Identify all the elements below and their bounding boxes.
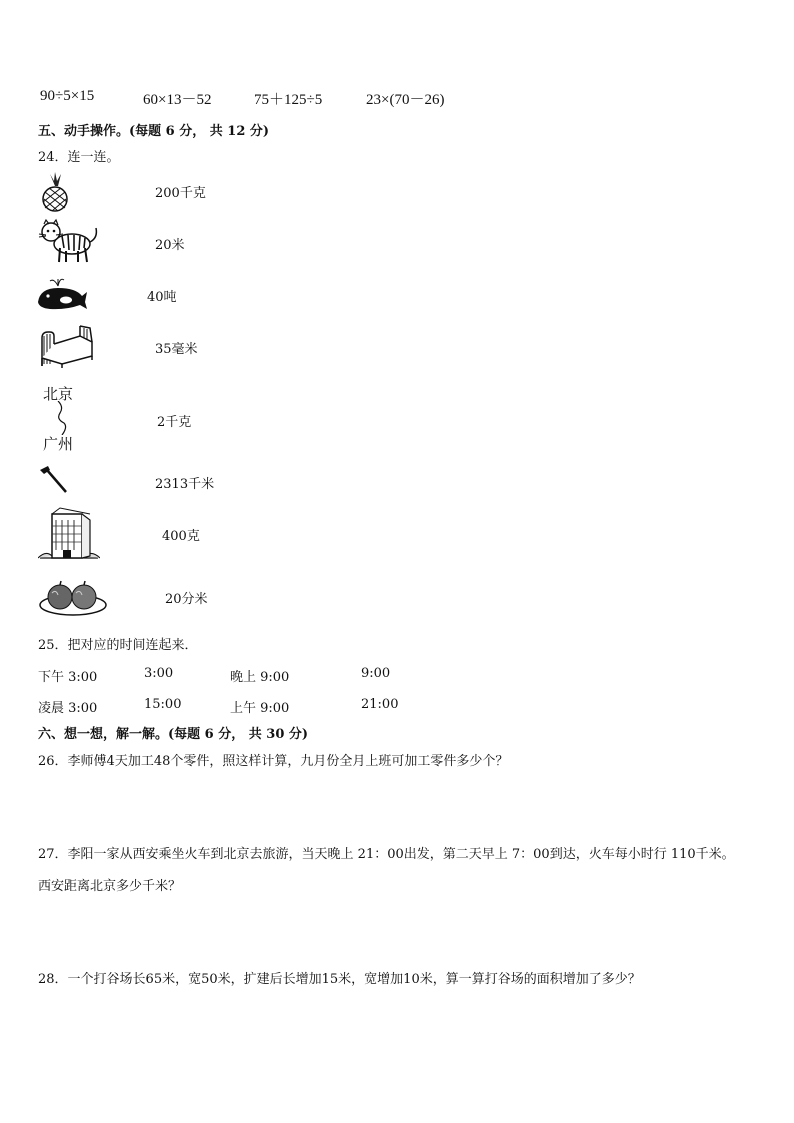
question-27-line-1: 27．李阳一家从西安乘坐火车到北京去旅游，当天晚上 21：00出发，第二天早上 7：00到达，火车每小时行 110千米。	[38, 847, 735, 862]
time-cell: 下午 3:00	[38, 670, 98, 685]
expression-1: 90÷5×15	[40, 88, 95, 104]
tiger-icon	[38, 218, 100, 268]
map-label-guangzhou: 广州	[43, 435, 74, 453]
measure-label: 40吨	[147, 290, 177, 305]
pineapple-icon	[38, 172, 72, 216]
section-6-title: 六、想一想，解一解。(每题 6 分， 共 30 分)	[38, 727, 309, 742]
expression-2: 60×13－52	[143, 92, 212, 108]
apples-plate-icon	[38, 577, 108, 621]
measure-label: 35毫米	[155, 342, 198, 357]
whale-icon	[36, 276, 88, 316]
question-24: 24．连一连。	[38, 150, 120, 165]
question-27-line-2: 西安距离北京多少千米？	[38, 879, 182, 894]
building-icon	[38, 506, 100, 564]
measure-label: 200千克	[155, 186, 206, 201]
nail-icon	[38, 464, 68, 498]
expression-3: 75＋125÷5	[254, 92, 323, 108]
time-cell: 凌晨 3:00	[38, 701, 98, 716]
measure-label: 20分米	[165, 592, 208, 607]
time-cell: 3:00	[144, 666, 174, 681]
time-cell: 15:00	[144, 697, 182, 712]
time-cell: 21:00	[361, 697, 399, 712]
measure-label: 400克	[162, 529, 200, 544]
question-28: 28．一个打谷场长65米，宽50米，扩建后长增加15米，宽增加10米，算一算打谷场的面积增加了多少？	[38, 972, 641, 987]
time-cell: 9:00	[361, 666, 391, 681]
beijing-guangzhou-map-icon	[40, 383, 86, 455]
measure-label: 2千克	[157, 415, 192, 430]
bed-icon	[38, 322, 94, 372]
section-5-title: 五、动手操作。(每题 6 分， 共 12 分)	[38, 124, 270, 139]
time-cell: 上午 9:00	[230, 701, 290, 716]
map-label-beijing: 北京	[43, 385, 74, 403]
measure-label: 20米	[155, 238, 185, 253]
time-cell: 晚上 9:00	[230, 670, 290, 685]
measure-label: 2313千米	[155, 477, 215, 492]
question-25: 25．把对应的时间连起来．	[38, 638, 198, 653]
expression-4: 23×(70－26)	[366, 92, 445, 108]
question-26: 26．李师傅4天加工48个零件，照这样计算，九月份全月上班可加工零件多少个？	[38, 754, 509, 769]
